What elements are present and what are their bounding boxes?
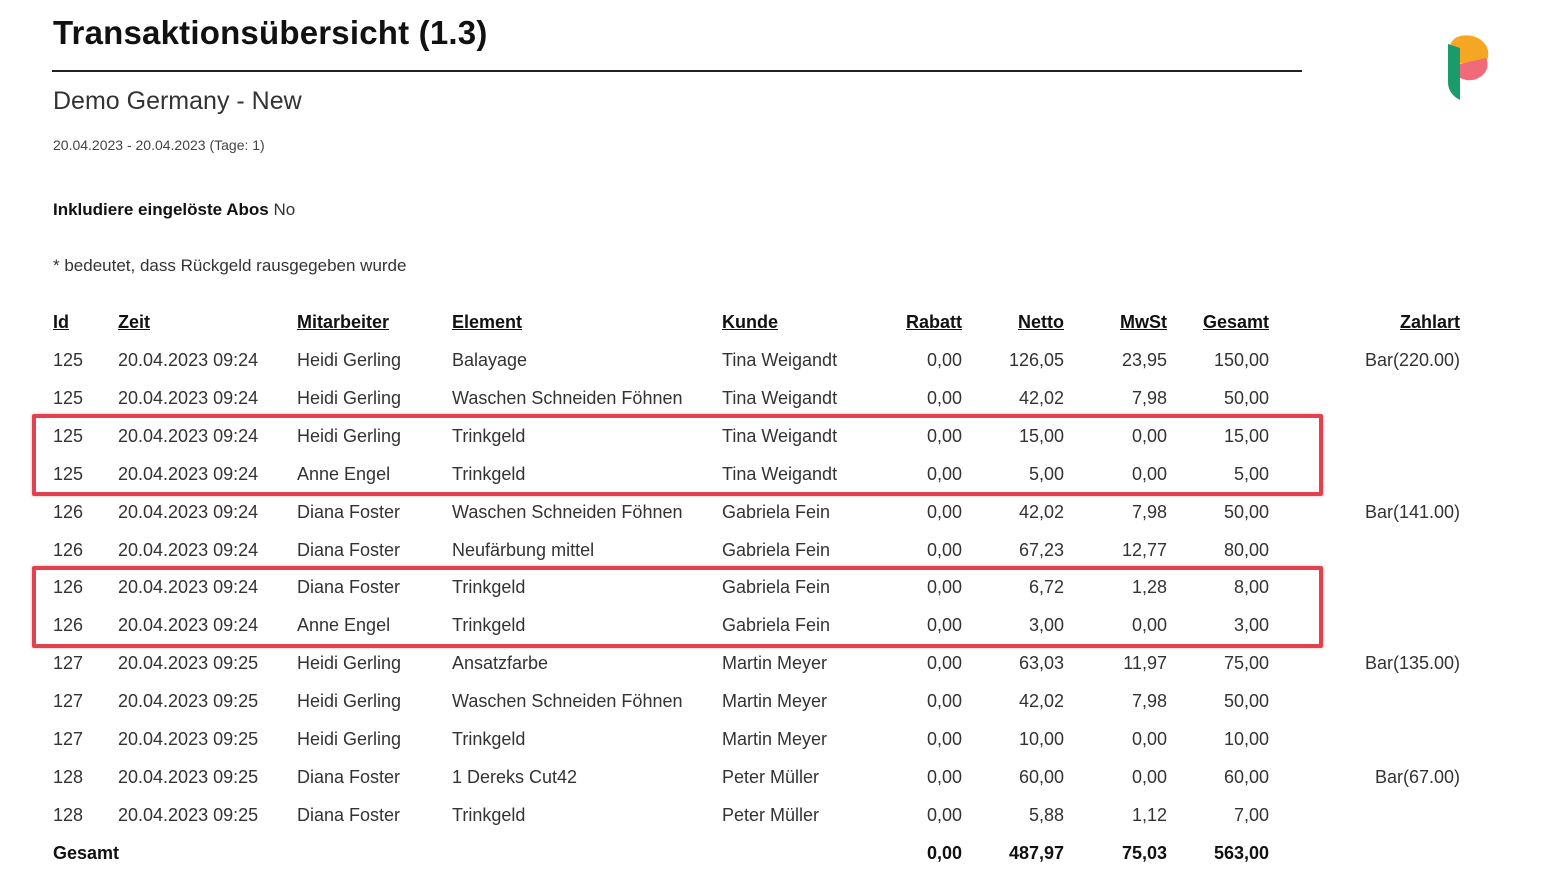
report-title: Transaktionsübersicht (1.3) (53, 14, 488, 51)
table-cell-element: Neufärbung mittel (452, 540, 595, 560)
totals-netto: 487,97 (1008, 843, 1064, 863)
table-cell-mitarbeiter: Heidi Gerling (297, 691, 402, 711)
table-cell-netto: 6,72 (1028, 577, 1064, 597)
table-cell-kunde: Tina Weigandt (722, 388, 838, 408)
table-cell-element: Waschen Schneiden Föhnen (452, 388, 683, 408)
table-cell-mitarbeiter: Anne Engel (297, 615, 391, 635)
column-header-netto: Netto (1018, 312, 1064, 332)
table-cell-id: 125 (53, 464, 84, 484)
totals-mwst: 75,03 (1121, 843, 1167, 863)
table-cell-gesamt: 150,00 (1213, 350, 1269, 370)
table-cell-mitarbeiter: Diana Foster (297, 502, 401, 522)
table-cell-netto: 60,00 (1018, 767, 1064, 787)
table-cell-zeit: 20.04.2023 09:24 (118, 502, 259, 522)
table-cell-mitarbeiter: Diana Foster (297, 540, 401, 560)
table-cell-id: 127 (53, 691, 84, 711)
table-cell-element: Ansatzfarbe (452, 653, 549, 673)
table-cell-id: 126 (53, 502, 84, 522)
table-cell-element: Waschen Schneiden Föhnen (452, 691, 683, 711)
date-range: 20.04.2023 - 20.04.2023 (Tage: 1) (53, 137, 265, 153)
change-note: * bedeutet, dass Rückgeld rausgegeben wurde (53, 256, 407, 275)
table-cell-kunde: Martin Meyer (722, 691, 828, 711)
table-cell-gesamt: 15,00 (1223, 426, 1269, 446)
table-cell-netto: 42,02 (1018, 502, 1064, 522)
table-cell-rabatt: 0,00 (926, 426, 962, 446)
table-cell-gesamt: 8,00 (1233, 577, 1269, 597)
table-cell-id: 128 (53, 767, 84, 787)
table-cell-gesamt: 60,00 (1223, 767, 1269, 787)
table-cell-mitarbeiter: Diana Foster (297, 805, 401, 825)
table-cell-rabatt: 0,00 (926, 729, 962, 749)
brand-p-logo-icon (1440, 34, 1496, 102)
table-cell-kunde: Tina Weigandt (722, 426, 838, 446)
table-cell-element: Trinkgeld (452, 615, 526, 635)
table-cell-mwst: 7,98 (1131, 691, 1167, 711)
filter-value: No (273, 200, 296, 219)
table-cell-netto: 3,00 (1028, 615, 1064, 635)
table-cell-gesamt: 80,00 (1223, 540, 1269, 560)
table-cell-zeit: 20.04.2023 09:24 (118, 464, 259, 484)
table-cell-mwst: 23,95 (1121, 350, 1167, 370)
column-header-rabatt: Rabatt (905, 312, 962, 332)
table-cell-id: 126 (53, 540, 84, 560)
table-cell-element: Trinkgeld (452, 426, 526, 446)
table-cell-kunde: Gabriela Fein (722, 577, 831, 597)
filter-line (53, 200, 295, 220)
table-cell-zeit: 20.04.2023 09:24 (118, 540, 259, 560)
table-cell-kunde: Gabriela Fein (722, 540, 831, 560)
table-cell-rabatt: 0,00 (926, 805, 962, 825)
table-cell-mitarbeiter: Heidi Gerling (297, 729, 402, 749)
table-cell-zeit: 20.04.2023 09:24 (118, 350, 259, 370)
table-cell-element: 1 Dereks Cut42 (452, 767, 578, 787)
table-cell-mitarbeiter: Heidi Gerling (297, 653, 402, 673)
table-cell-id: 125 (53, 350, 84, 370)
table-cell-rabatt: 0,00 (926, 464, 962, 484)
table-cell-rabatt: 0,00 (926, 540, 962, 560)
company-name: Demo Germany - New (53, 87, 302, 115)
table-cell-netto: 67,23 (1018, 540, 1064, 560)
table-cell-kunde: Gabriela Fein (722, 502, 831, 522)
table-cell-id: 128 (53, 805, 84, 825)
table-cell-mitarbeiter: Heidi Gerling (297, 388, 402, 408)
table-cell-mwst: 11,97 (1123, 653, 1167, 673)
table-cell-kunde: Martin Meyer (722, 653, 828, 673)
table-cell-zahlart: Bar(67.00) (1374, 767, 1460, 787)
table-cell-netto: 10,00 (1018, 729, 1064, 749)
table-cell-zeit: 20.04.2023 09:24 (118, 615, 259, 635)
totals-gesamt: 563,00 (1213, 843, 1269, 863)
table-cell-zeit: 20.04.2023 09:25 (118, 767, 259, 787)
table-cell-netto: 5,00 (1028, 464, 1064, 484)
column-header-zeit: Zeit (118, 312, 151, 332)
table-cell-mitarbeiter: Diana Foster (297, 577, 401, 597)
table-cell-gesamt: 50,00 (1223, 691, 1269, 711)
table-cell-element: Balayage (452, 350, 528, 370)
table-cell-mitarbeiter: Heidi Gerling (297, 426, 402, 446)
column-header-kunde: Kunde (722, 312, 778, 332)
table-cell-zeit: 20.04.2023 09:24 (118, 388, 259, 408)
table-cell-netto: 42,02 (1018, 691, 1064, 711)
column-header-zahlart: Zahlart (1399, 312, 1460, 332)
table-cell-rabatt: 0,00 (926, 502, 962, 522)
table-cell-mwst: 1,12 (1131, 805, 1167, 825)
table-cell-element: Waschen Schneiden Föhnen (452, 502, 683, 522)
table-cell-element: Trinkgeld (452, 805, 526, 825)
table-cell-gesamt: 5,00 (1233, 464, 1269, 484)
table-cell-netto: 63,03 (1018, 653, 1064, 673)
table-cell-zahlart: Bar(135.00) (1364, 653, 1460, 673)
table-cell-mitarbeiter: Anne Engel (297, 464, 391, 484)
filter-label: Inkludiere eingelöste Abos (53, 200, 269, 219)
table-cell-rabatt: 0,00 (926, 388, 962, 408)
table-cell-mwst: 0,00 (1131, 729, 1167, 749)
table-cell-rabatt: 0,00 (926, 350, 962, 370)
table-cell-netto: 5,88 (1028, 805, 1064, 825)
column-header-element: Element (452, 312, 523, 332)
table-cell-id: 126 (53, 615, 84, 635)
table-cell-rabatt: 0,00 (926, 691, 962, 711)
table-cell-zahlart: Bar(141.00) (1364, 502, 1460, 522)
table-cell-id: 126 (53, 577, 84, 597)
table-cell-kunde: Peter Müller (722, 767, 820, 787)
table-cell-gesamt: 7,00 (1233, 805, 1269, 825)
table-cell-zeit: 20.04.2023 09:24 (118, 577, 259, 597)
title-divider (52, 70, 1302, 72)
table-cell-kunde: Gabriela Fein (722, 615, 831, 635)
table-cell-gesamt: 10,00 (1223, 729, 1269, 749)
table-cell-kunde: Tina Weigandt (722, 464, 838, 484)
table-cell-kunde: Tina Weigandt (722, 350, 838, 370)
table-cell-gesamt: 50,00 (1223, 388, 1269, 408)
table-cell-mitarbeiter: Diana Foster (297, 767, 401, 787)
table-cell-mwst: 7,98 (1131, 502, 1167, 522)
table-cell-id: 127 (53, 729, 84, 749)
table-cell-mwst: 12,77 (1121, 540, 1167, 560)
table-cell-mwst: 1,28 (1131, 577, 1167, 597)
table-cell-gesamt: 50,00 (1223, 502, 1269, 522)
table-cell-zeit: 20.04.2023 09:25 (118, 729, 259, 749)
table-cell-mwst: 0,00 (1131, 615, 1167, 635)
table-cell-mwst: 7,98 (1131, 388, 1167, 408)
table-cell-id: 127 (53, 653, 84, 673)
table-cell-element: Trinkgeld (452, 464, 526, 484)
table-cell-rabatt: 0,00 (926, 653, 962, 673)
table-cell-zeit: 20.04.2023 09:25 (118, 691, 259, 711)
table-cell-kunde: Martin Meyer (722, 729, 828, 749)
table-cell-netto: 15,00 (1018, 426, 1064, 446)
table-cell-rabatt: 0,00 (926, 615, 962, 635)
column-header-mwst: MwSt (1120, 312, 1167, 332)
column-header-id: Id (53, 312, 69, 332)
table-cell-element: Trinkgeld (452, 577, 526, 597)
totals-label: Gesamt (53, 843, 120, 863)
table-cell-zeit: 20.04.2023 09:25 (118, 653, 259, 673)
totals-rabatt: 0,00 (926, 843, 962, 863)
column-header-gesamt: Gesamt (1202, 312, 1269, 332)
table-cell-element: Trinkgeld (452, 729, 526, 749)
table-cell-gesamt: 3,00 (1233, 615, 1269, 635)
table-cell-mwst: 0,00 (1131, 464, 1167, 484)
table-cell-mitarbeiter: Heidi Gerling (297, 350, 402, 370)
table-cell-zahlart: Bar(220.00) (1364, 350, 1460, 370)
table-cell-zeit: 20.04.2023 09:25 (118, 805, 259, 825)
table-cell-zeit: 20.04.2023 09:24 (118, 426, 259, 446)
column-header-mitarbeiter: Mitarbeiter (297, 312, 390, 332)
table-cell-gesamt: 75,00 (1223, 653, 1269, 673)
table-cell-mwst: 0,00 (1131, 426, 1167, 446)
table-cell-rabatt: 0,00 (926, 577, 962, 597)
table-cell-netto: 126,05 (1008, 350, 1064, 370)
table-cell-mwst: 0,00 (1131, 767, 1167, 787)
table-cell-rabatt: 0,00 (926, 767, 962, 787)
table-cell-id: 125 (53, 426, 84, 446)
table-cell-netto: 42,02 (1018, 388, 1064, 408)
table-cell-kunde: Peter Müller (722, 805, 820, 825)
table-cell-id: 125 (53, 388, 84, 408)
